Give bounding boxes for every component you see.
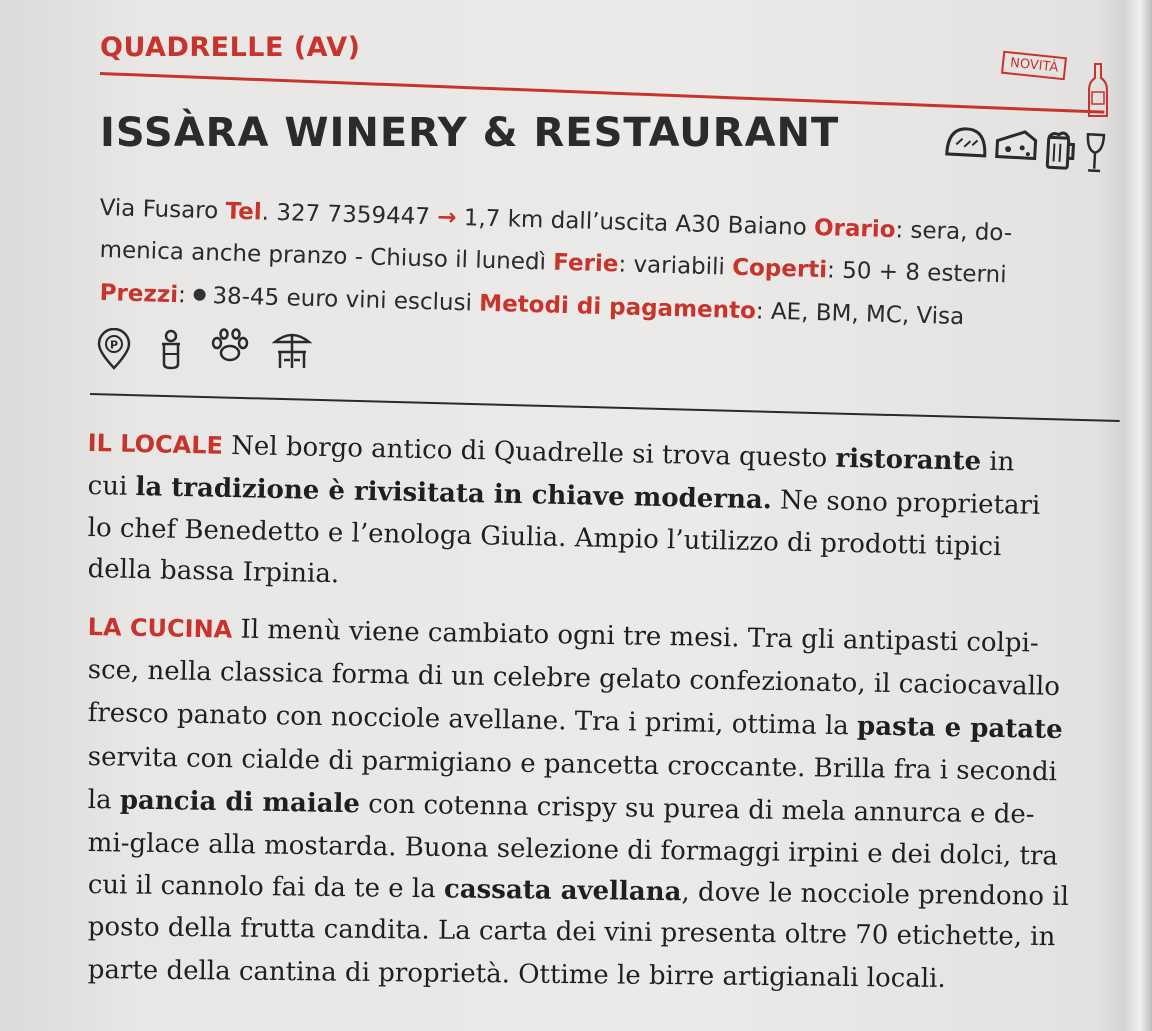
cucina-line-1 (87, 612, 1038, 659)
price-dot-icon (193, 288, 205, 300)
cucina-text: cui il cannolo fai da te e la (87, 870, 445, 905)
locale-line-2 (87, 471, 1040, 521)
locale-label: IL LOCALE (87, 428, 224, 460)
locale-bold: ristorante (835, 443, 982, 477)
wine-bottle-icon (1088, 62, 1108, 118)
novita-badge: NOVITÀ (1001, 51, 1067, 81)
locale-bold: la tradizione è rivisitata in chiave moderna. (135, 472, 773, 516)
prezzi-label: Prezzi (99, 280, 179, 309)
cucina-text: , dove le nocciole prendono il (681, 877, 1070, 912)
info-line-1 (99, 195, 1012, 246)
cucina-label: LA CUCINA (87, 612, 233, 644)
info-line-2 (99, 237, 1007, 288)
info-line-3: Prezzi: 38-45 euro vini esclusi Metodi di pagamento: AE, BM, MC, Visa (99, 280, 965, 331)
locale-text: in (980, 446, 1015, 478)
restaurant-title: ISSÀRA WINERY & RESTAURANT (100, 110, 840, 156)
cucina-line-4: servita con cialde di parmigiano e pancetta croccante. Brilla fra i secondi (87, 742, 1058, 788)
service-icons (96, 328, 312, 375)
cucina-line-2: sce, nella classica forma di un celebre gelato confezionato, il caciocavallo (87, 655, 1061, 702)
parking-icon (96, 328, 132, 375)
locale-line-1 (87, 428, 1014, 477)
distance: 1,7 km dall’uscita A30 Baiano (463, 205, 808, 241)
outdoor-seating-icon (272, 328, 312, 375)
locale-line-4: della bassa Irpinia. (87, 554, 340, 590)
cucina-line-7 (88, 870, 1069, 912)
baby-bottle-icon (154, 328, 188, 375)
orario-label: Orario (813, 214, 896, 244)
wine-glass-icon (1083, 131, 1107, 179)
cucina-line-6: mi-glace alla mostarda. Buona selezione di formaggi irpini e dei dolci, tra (87, 828, 1059, 872)
coperti-label: Coperti (731, 254, 828, 284)
locale-line-3: lo chef Benedetto e l’enologa Giulia. Ampio l’utilizzo di prodotti tipici (87, 513, 1002, 563)
pagamento-value: : AE, BM, MC, Visa (755, 298, 965, 331)
section-divider (90, 393, 1120, 422)
ferie-label: Ferie (552, 249, 619, 278)
cucina-line-5 (88, 785, 1035, 830)
cucina-text: con cotenna crispy su purea di mela annurca e de- (359, 789, 1035, 830)
pet-paw-icon (210, 328, 250, 375)
locale-text: cui (87, 471, 136, 502)
tel-value: . 327 7359447 (261, 199, 431, 231)
pagamento-label: Metodi di pagamento (478, 290, 757, 325)
cucina-bold: cassata avellana (443, 874, 682, 908)
tel-label: Tel (225, 198, 263, 226)
beer-icon (1043, 129, 1079, 178)
address: Via Fusaro (99, 195, 219, 225)
ferie-value: : variabili (618, 251, 726, 281)
locale-text: Nel borgo antico di Quadrelle si trova questo (222, 430, 836, 474)
cucina-line-3 (87, 698, 1062, 745)
region-heading: QUADRELLE (AV) (100, 32, 361, 63)
cucina-bold: pasta e patate (856, 711, 1063, 746)
cucina-text: fresco panato con nocciole avellane. Tra i primi, ottima la (87, 698, 858, 742)
arrow-icon: → (436, 204, 457, 231)
cucina-text: la (87, 785, 121, 816)
orario-continuation: menica anche pranzo - Chiuso il lunedì (99, 237, 547, 276)
prezzi-value: 38-45 euro vini esclusi (212, 283, 473, 317)
header-rule (100, 72, 1104, 114)
category-icons (943, 124, 1107, 179)
cucina-bold: pancia di maiale (119, 785, 361, 820)
cucina-line-8: posto della frutta candita. La carta dei vini presenta oltre 70 etichette, in (87, 912, 1056, 953)
bread-icon (943, 124, 989, 173)
cucina-text: Il menù viene cambiato ogni tre mesi. Tra gli antipasti colpi- (231, 614, 1039, 659)
cucina-line-9: parte della cantina di proprietà. Ottime le birre artigianali locali. (87, 955, 946, 994)
page-edge (1122, 0, 1152, 1031)
svg-text:P: P (109, 338, 119, 352)
orario-value: : sera, do- (895, 217, 1013, 247)
locale-text: Ne sono proprietari (771, 485, 1041, 521)
cheese-icon (993, 126, 1039, 175)
coperti-value: : 50 + 8 esterni (826, 257, 1007, 289)
